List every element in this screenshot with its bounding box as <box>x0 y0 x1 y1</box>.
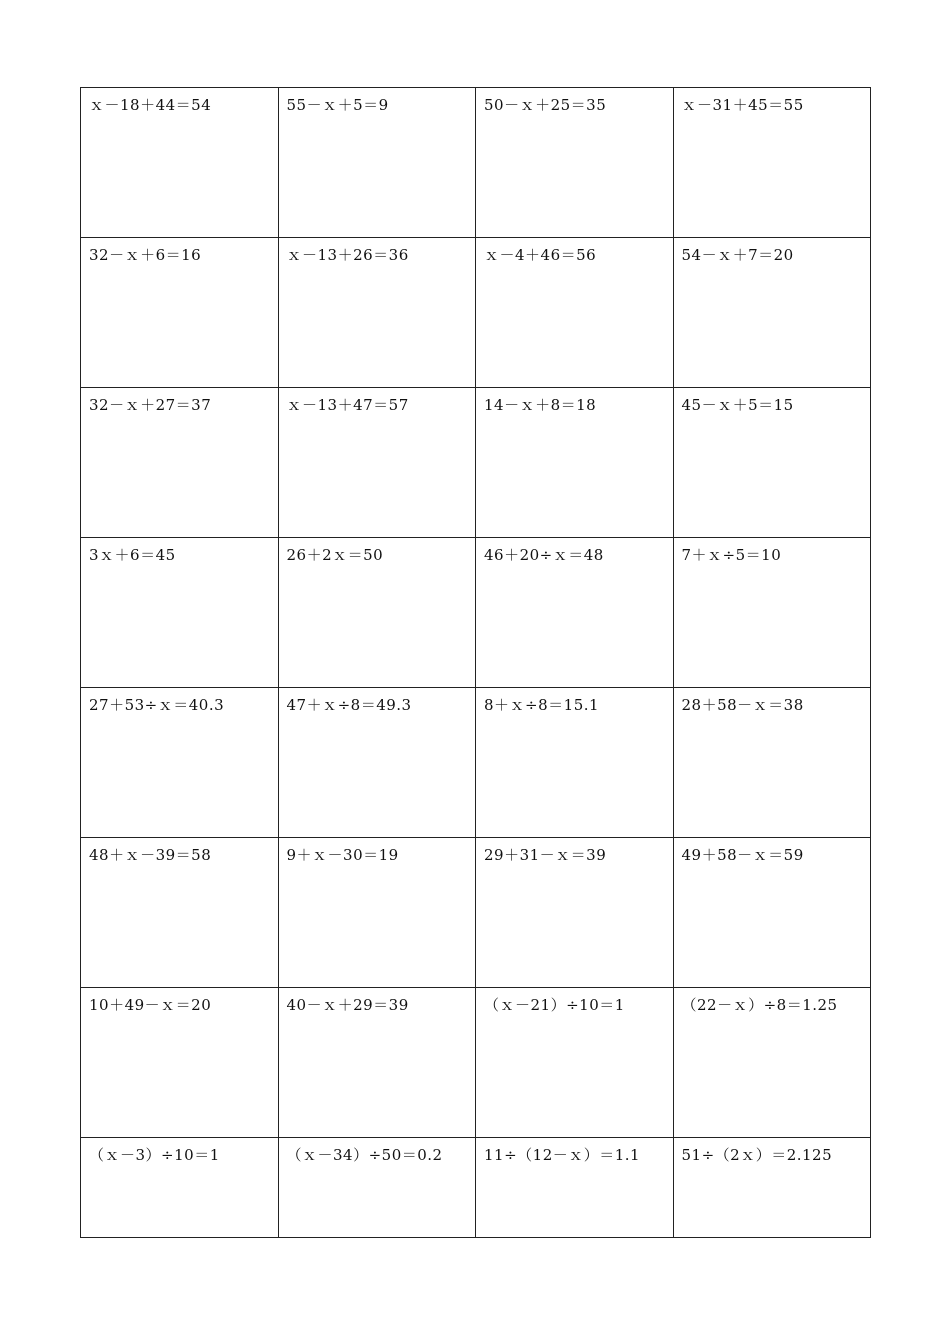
equation-cell: ｘ－13＋47＝57 <box>278 388 476 538</box>
table-row <box>81 838 871 988</box>
equation-cell: 54－ｘ＋7＝20 <box>673 238 871 388</box>
equation-cell: 8＋ｘ÷8＝15.1 <box>476 688 674 838</box>
equation-cell: ｘ－4＋46＝56 <box>476 238 674 388</box>
equation-cell: ｘ－13＋26＝36 <box>278 238 476 388</box>
equation-cell: 45－ｘ＋5＝15 <box>673 388 871 538</box>
equation-cell: （ｘ－21）÷10＝1 <box>476 988 674 1138</box>
equation-cell: 55－ｘ＋5＝9 <box>278 88 476 238</box>
equation-cell: 47＋ｘ÷8＝49.3 <box>278 688 476 838</box>
equation-cell: 9＋ｘ－30＝19 <box>278 838 476 988</box>
equation-cell: 32－ｘ＋27＝37 <box>81 388 279 538</box>
table-row <box>81 988 871 1138</box>
equation-worksheet-table <box>80 87 871 1238</box>
equation-cell: 40－ｘ＋29＝39 <box>278 988 476 1138</box>
table-row <box>81 688 871 838</box>
equation-cell: 48＋ｘ－39＝58 <box>81 838 279 988</box>
equation-cell: 10＋49－ｘ＝20 <box>81 988 279 1138</box>
table-row <box>81 388 871 538</box>
equation-cell: 29＋31－ｘ＝39 <box>476 838 674 988</box>
equation-cell: 32－ｘ＋6＝16 <box>81 238 279 388</box>
equation-cell: 26＋2ｘ＝50 <box>278 538 476 688</box>
equation-cell: ｘ－18＋44＝54 <box>81 88 279 238</box>
equation-cell: 14－ｘ＋8＝18 <box>476 388 674 538</box>
equation-cell: 50－ｘ＋25＝35 <box>476 88 674 238</box>
equation-cell: 3ｘ＋6＝45 <box>81 538 279 688</box>
equation-cell: （22－ｘ）÷8＝1.25 <box>673 988 871 1138</box>
equation-cell: 27＋53÷ｘ＝40.3 <box>81 688 279 838</box>
equation-cell: 28＋58－ｘ＝38 <box>673 688 871 838</box>
equation-cell: ｘ－31＋45＝55 <box>673 88 871 238</box>
equation-cell: 46＋20÷ｘ＝48 <box>476 538 674 688</box>
table-row <box>81 238 871 388</box>
equation-cell: 7＋ｘ÷5＝10 <box>673 538 871 688</box>
equation-cell: （ｘ－3）÷10＝1 <box>81 1138 279 1238</box>
table-row <box>81 538 871 688</box>
equation-cell: 51÷（2ｘ）＝2.125 <box>673 1138 871 1238</box>
equation-cell: （ｘ－34）÷50＝0.2 <box>278 1138 476 1238</box>
table-row <box>81 88 871 238</box>
table-row <box>81 1138 871 1238</box>
equation-cell: 49＋58－ｘ＝59 <box>673 838 871 988</box>
equation-cell: 11÷（12－ｘ）＝1.1 <box>476 1138 674 1238</box>
